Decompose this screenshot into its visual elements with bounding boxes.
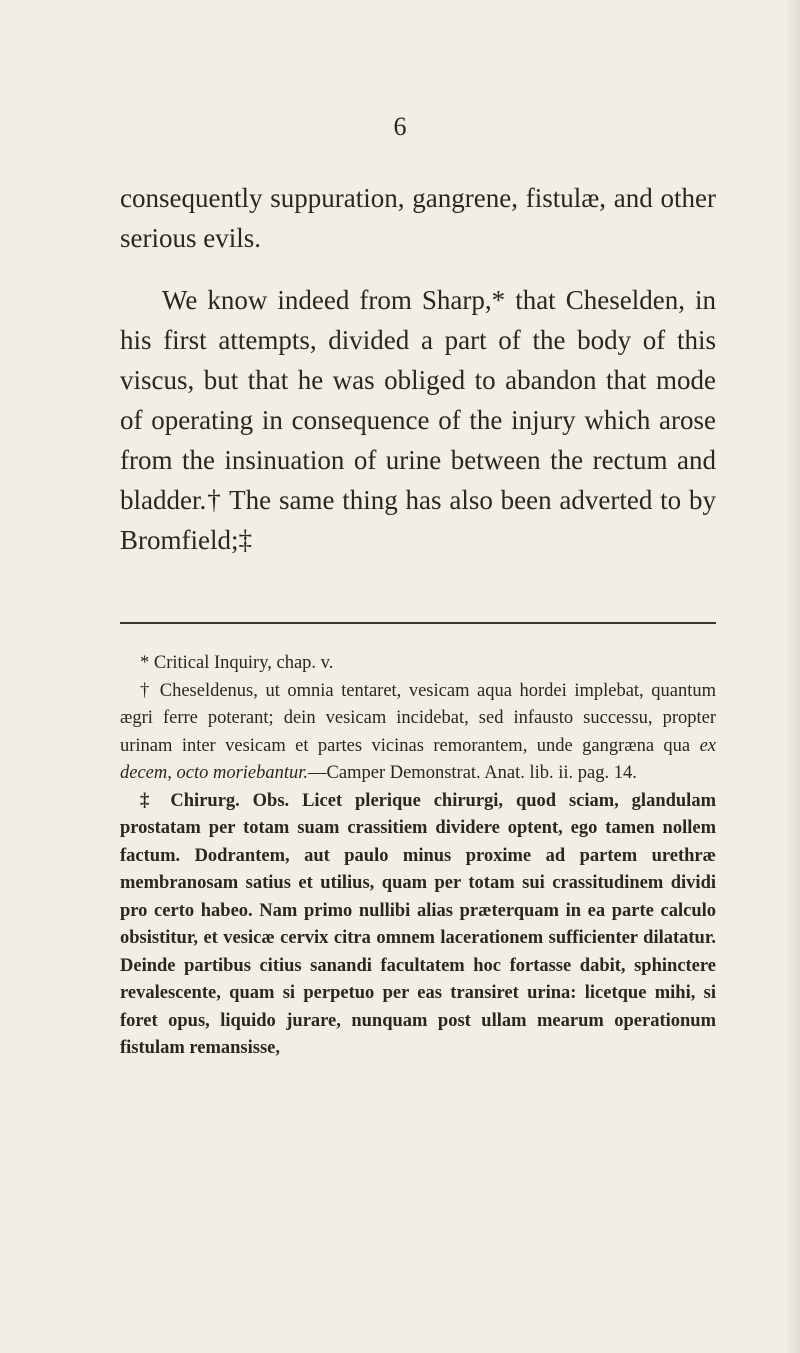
- footnotes: [120, 650, 716, 1063]
- footnote-1-text: Critical Inquiry, chap. v.: [153, 653, 334, 673]
- footnote-3: [120, 788, 716, 1063]
- footnote-2-text: Cheseldenus, ut omnia tentaret, vesicam aqua hordei implebat, quantum ægri ferre poterant; dein vesicam incidebat, sed infausto successu, propter urinam inter vesicam et partes vicinas remorantem, unde gangræna qua: [120, 680, 716, 756]
- footnote-2-citation: —Camper Demonstrat. Anat. lib. ii. pag. 14.: [308, 763, 637, 783]
- footnote-divider: [120, 622, 716, 624]
- footnote-3-marker: ‡: [140, 790, 158, 811]
- footnote-3-text: Chirurg. Obs. Licet plerique chirurgi, quod sciam, glandulam prostatam per totam suam crassitiem dividere optent, ego tamen nollem factum. Dodrantem, aut paulo minus proxime ad partem urethræ membranosam satius et utilius, quam per totam sui crassitudinem dividi pro certo habeo. Nam primo nullibi alias præterquam in ea parte calculo obsistitur, et vesicæ cervix citra omnem lacerationem sufficienter dilatatur. Deinde partibus citius sanandi facultatem hoc fortasse dabit, sphinctere revalescente, quam si perpetuo per eas transiret urina: licetque mihi, si foret opus, liquido jurare, nunquam post ullam mearum operationum fistulam remansisse,: [120, 790, 716, 1058]
- page-number: 6: [393, 112, 407, 141]
- paragraph-cheselden: We know indeed from Sharp,* that Cheselden, in his first attempts, divided a part of the body of this viscus, but that he was obliged to abandon that mode of operating in consequence of the injury which arose from the insinuation of urine between the rectum and bladder.† The same thing has also been adverted to by Bromfield;‡: [120, 285, 716, 555]
- paragraph-continued: consequently suppuration, gangrene, fistulæ, and other serious evils.: [120, 183, 716, 253]
- footnote-2-italic: ex decem, octo moriebantur.: [120, 735, 717, 783]
- main-text: [120, 178, 716, 560]
- page-edge-shadow: [786, 0, 800, 1353]
- footnote-1-marker: *: [140, 653, 150, 673]
- footnote-1: [120, 650, 716, 678]
- footnote-2: [120, 678, 716, 788]
- footnote-2-marker: †: [140, 680, 153, 701]
